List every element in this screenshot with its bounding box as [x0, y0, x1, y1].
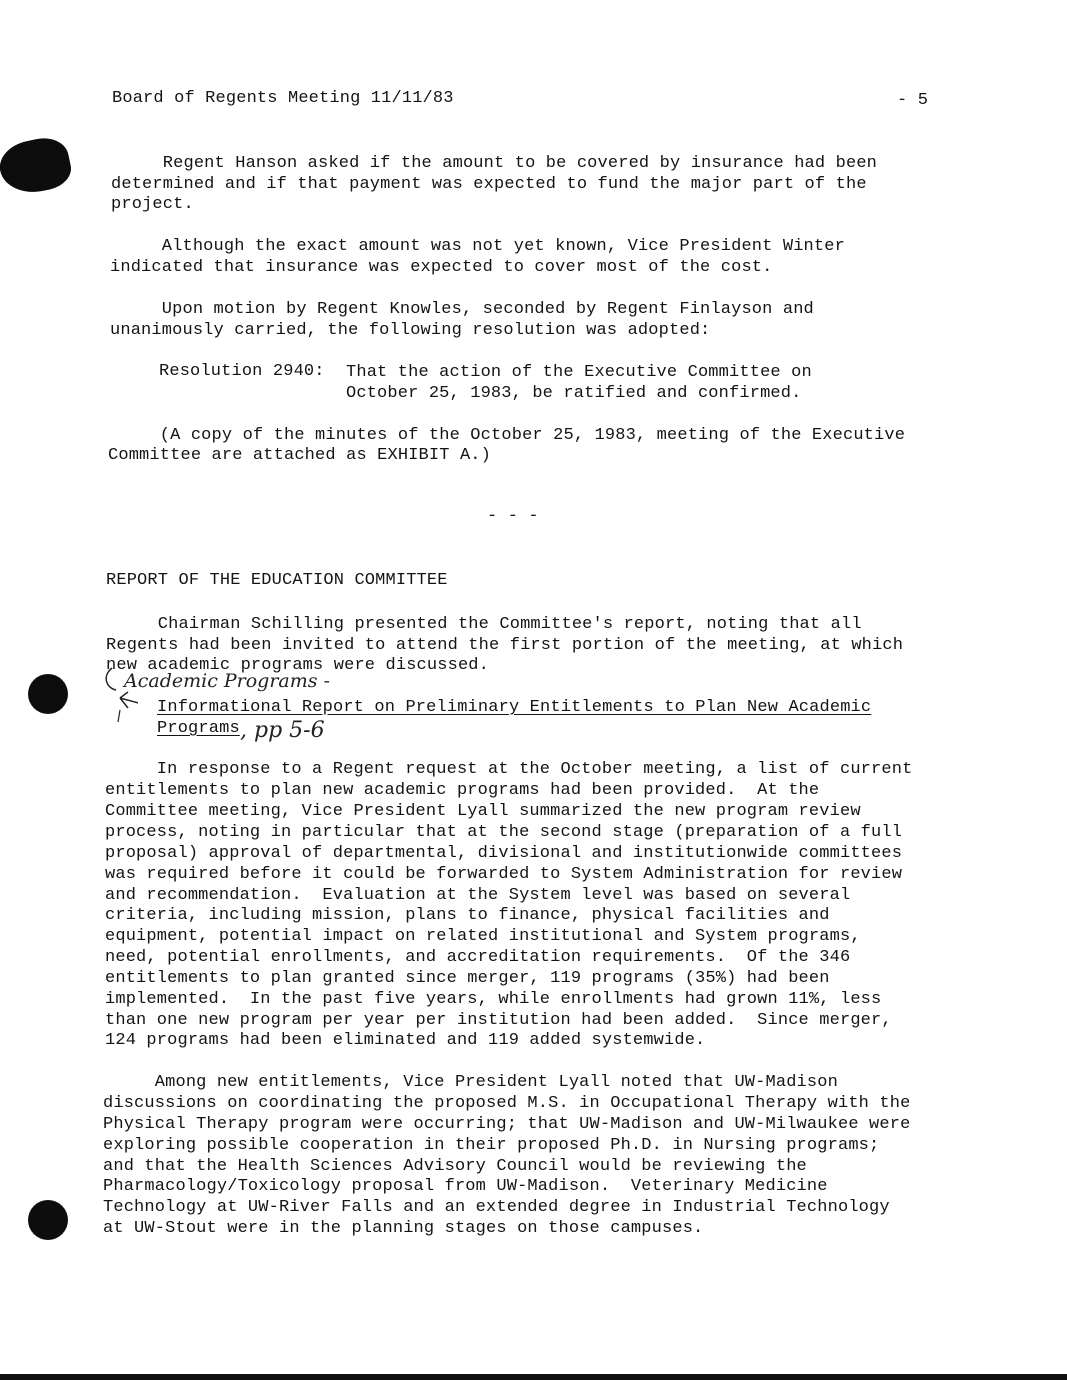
paragraph-line: unanimously carried, the following resolution was adopted: [110, 321, 711, 340]
resolution-text: That the action of the Executive Committee on [346, 363, 812, 382]
paragraph-line: at UW-Stout were in the planning stages on those campuses. [103, 1219, 704, 1238]
paragraph-line: In response to a Regent request at the October meeting, a list of current [105, 760, 913, 779]
paragraph-line: indicated that insurance was expected to cover most of the cost. [110, 258, 773, 277]
scan-edge [0, 1374, 1067, 1380]
paragraph-line: Committee meeting, Vice President Lyall summarized the new program review [105, 802, 861, 821]
paragraph-line: new academic programs were discussed. [106, 656, 490, 675]
ink-blot [0, 133, 75, 198]
paragraph-line: entitlements to plan new academic programs had been provided. At the [105, 781, 820, 800]
header-title: Board of Regents Meeting 11/11/83 [112, 89, 454, 108]
subheading-line: Programs [157, 719, 240, 738]
paragraph-line: Physical Therapy program were occurring; that UW-Madison and UW-Milwaukee were [103, 1115, 911, 1134]
paragraph-line: and that the Health Sciences Advisory Council would be reviewing the [103, 1157, 807, 1176]
paragraph-line: was required before it could be forwarded to System Administration for review [105, 865, 903, 884]
paragraph-line: Although the exact amount was not yet known, Vice President Winter [110, 237, 845, 256]
paragraph-line: Committee are attached as EXHIBIT A.) [108, 446, 492, 465]
subheading-line: Informational Report on Preliminary Entitlements to Plan New Academic [157, 698, 872, 717]
section-separator: - - - [487, 507, 539, 526]
punch-hole-bottom [28, 1200, 68, 1240]
paragraph-line: Chairman Schilling presented the Committee's report, noting that all [106, 615, 862, 634]
paragraph-line: Regent Hanson asked if the amount to be covered by insurance had been [111, 154, 878, 173]
resolution-label: Resolution 2940: [159, 362, 325, 381]
page-number: - 5 [897, 91, 929, 110]
paragraph-line: equipment, potential impact on related institutional and System programs, [105, 927, 861, 946]
handwritten-page-reference: , pp 5-6 [240, 718, 325, 743]
paragraph-line: Technology at UW-River Falls and an extended degree in Industrial Technology [103, 1198, 890, 1217]
paragraph-line: and recommendation. Evaluation at the System level was based on several [105, 886, 851, 905]
paragraph-line: (A copy of the minutes of the October 25, 1983, meeting of the Executive [108, 426, 906, 445]
resolution-text: October 25, 1983, be ratified and confirmed. [346, 384, 802, 403]
paragraph-line: project. [111, 195, 194, 214]
handwritten-note: Academic Programs - [124, 670, 330, 692]
paragraph-line: Among new entitlements, Vice President Lyall noted that UW-Madison [103, 1073, 838, 1092]
paragraph-line: determined and if that payment was expected to fund the major part of the [111, 175, 867, 194]
paragraph-line: need, potential enrollments, and accreditation requirements. Of the 346 [105, 948, 851, 967]
paragraph-line: proposal) approval of departmental, divisional and institutionwide committees [105, 844, 903, 863]
paragraph-line: Regents had been invited to attend the first portion of the meeting, at which [106, 636, 904, 655]
paragraph-line: than one new program per year per institution had been added. Since merger, [105, 1011, 892, 1030]
paragraph-line: entitlements to plan granted since merger, 119 programs (35%) had been [105, 969, 830, 988]
handwritten-arrow-icon [98, 658, 138, 728]
paragraph-line: exploring possible cooperation in their proposed Ph.D. in Nursing programs; [103, 1136, 880, 1155]
paragraph-line: implemented. In the past five years, while enrollments had grown 11%, less [105, 990, 882, 1009]
section-heading: REPORT OF THE EDUCATION COMMITTEE [106, 571, 448, 590]
punch-hole-middle [28, 674, 68, 714]
paragraph-line: 124 programs had been eliminated and 119 added systemwide. [105, 1031, 706, 1050]
paragraph-line: Upon motion by Regent Knowles, seconded by Regent Finlayson and [110, 300, 814, 319]
paragraph-line: process, noting in particular that at the second stage (preparation of a full [105, 823, 903, 842]
paragraph-line: criteria, including mission, plans to finance, physical facilities and [105, 906, 830, 925]
paragraph-line: discussions on coordinating the proposed M.S. in Occupational Therapy with the [103, 1094, 911, 1113]
paragraph-line: Pharmacology/Toxicology proposal from UW-Madison. Veterinary Medicine [103, 1177, 828, 1196]
